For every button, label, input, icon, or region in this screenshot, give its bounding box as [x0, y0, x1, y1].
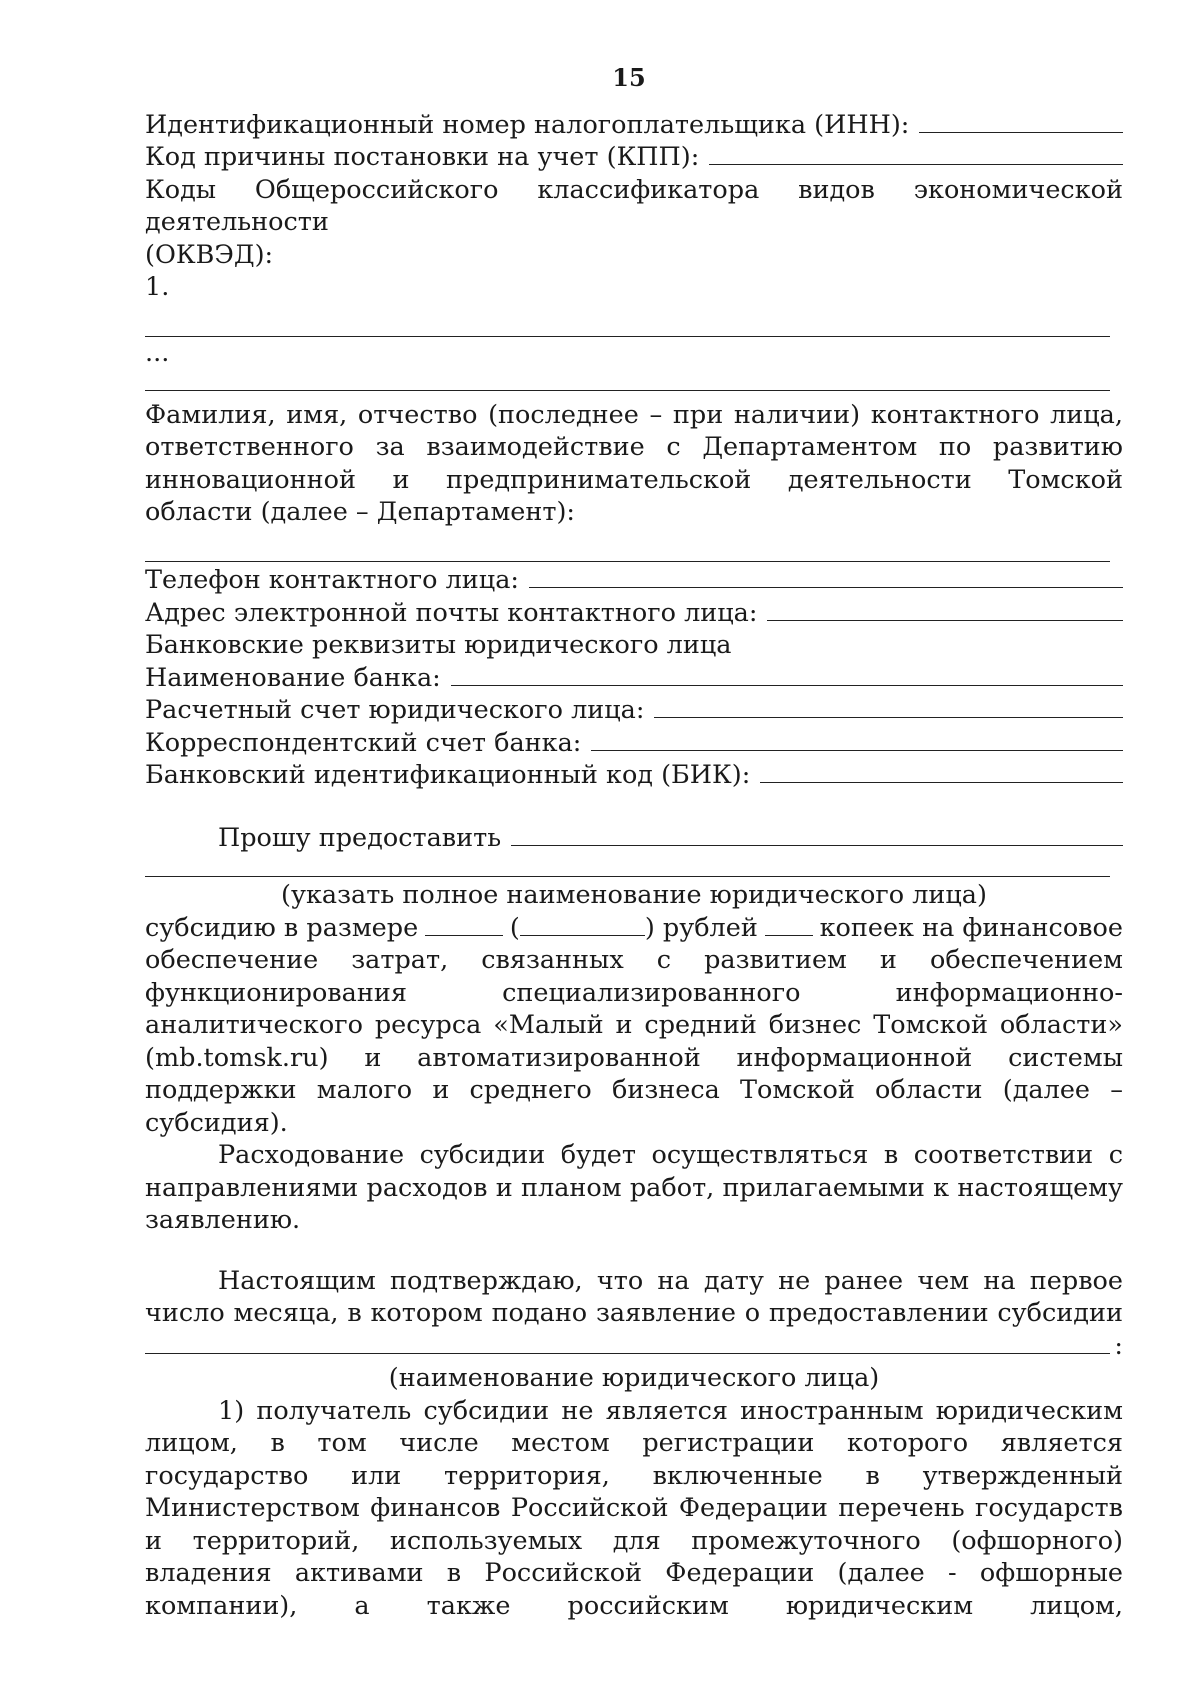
request-prompt: Прошу предоставить: [218, 822, 502, 853]
page-number: 15: [612, 63, 646, 92]
okved-item-number: 1.: [145, 272, 170, 302]
account-field: [145, 694, 1123, 727]
confirm-entity-field: [145, 1330, 1123, 1363]
confirm-hint: (наименование юридического лица): [388, 1363, 880, 1393]
bik-input-line[interactable]: [760, 760, 1123, 783]
request-input-line[interactable]: [511, 823, 1123, 846]
kpp-input-line[interactable]: [709, 142, 1123, 165]
request-input-line-2[interactable]: [145, 854, 1110, 877]
bank-name-label: Наименование банка:: [145, 662, 441, 693]
inn-label: Идентификационный номер налогоплательщика (ИНН):: [145, 109, 910, 140]
phone-input-line[interactable]: [529, 565, 1123, 588]
spacer: [145, 792, 1123, 822]
phone-field: [145, 564, 1123, 597]
subsidy-kopecks-input[interactable]: [765, 915, 813, 936]
confirm-item-1: 1) получатель субсидии не является иностранным юридическим лицом, в том числе местом регистрации которого является государство или территория, включенные в утвержденный Министерством финансов Российской Федерации перечень государств и территорий, используемых для промежуточного (офшорного) владения активами в Российской Федерации (далее - офшорные компании), а также российским юридическим лицом,: [145, 1395, 1123, 1621]
account-input-line[interactable]: [654, 695, 1123, 718]
email-input-line[interactable]: [767, 598, 1123, 621]
contact-person-label: Фамилия, имя, отчество (последнее – при наличии) контактного лица, ответственного за взаимодействие с Департаментом по развитию инновационной и предпринимательской деятельности Томской области (далее – Департамент):: [145, 399, 1123, 527]
bik-label: Банковский идентификационный код (БИК):: [145, 760, 751, 790]
okved-label: Коды Общероссийского классификатора видов экономической деятельности: [145, 174, 1123, 237]
corr-account-input-line[interactable]: [591, 728, 1123, 751]
okved-ellipsis: ...: [145, 338, 170, 368]
bank-name-input-line[interactable]: [451, 663, 1123, 686]
confirm-colon: :: [1114, 1330, 1123, 1361]
document-page: [145, 62, 1123, 1622]
request-field: [145, 822, 1123, 855]
inn-input-line[interactable]: [919, 110, 1123, 133]
subsidy-words-input[interactable]: [520, 915, 645, 936]
bank-details-heading: Банковские реквизиты юридического лица: [145, 630, 732, 660]
kpp-label: Код причины постановки на учет (КПП):: [145, 142, 700, 172]
spacer-2: [145, 1237, 1123, 1265]
subsidy-amount-line: [145, 912, 1123, 945]
contact-person-input-line[interactable]: [145, 529, 1110, 563]
subsidy-label: субсидию в размере: [145, 912, 419, 943]
subsidy-purpose: обеспечение затрат, связанных с развитием и обеспечением функционирования специализированного информационно-аналитического ресурса «Малый и средний бизнес Томской области» (mb.tomsk.ru) и автоматизированной информационной системы поддержки малого и среднего бизнеса Томской области (далее – субсидия).: [145, 945, 1123, 1138]
corr-account-field: [145, 727, 1123, 760]
inn-field: [145, 109, 1123, 142]
kpp-field: [145, 141, 1123, 174]
okved-input-line-1[interactable]: [145, 304, 1110, 338]
email-field: [145, 597, 1123, 630]
spending-paragraph: Расходование субсидии будет осуществляться в соответствии с направлениями расходов и планом работ, прилагаемыми к настоящему заявлению.: [145, 1140, 1123, 1235]
subsidy-rubles-label: ) рублей: [644, 912, 758, 943]
account-label: Расчетный счет юридического лица:: [145, 695, 645, 725]
confirm-entity-input-line[interactable]: [145, 1331, 1110, 1354]
okved-input-line-2[interactable]: [145, 370, 1110, 391]
email-label: Адрес электронной почты контактного лица:: [145, 597, 758, 628]
bank-name-field: [145, 662, 1123, 695]
corr-account-label: Корреспондентский счет банка:: [145, 727, 582, 758]
phone-label: Телефон контактного лица:: [145, 565, 519, 595]
request-hint: (указать полное наименование юридического лица): [281, 880, 987, 910]
subsidy-paren-open: (: [509, 912, 520, 943]
confirm-intro: Настоящим подтверждаю, что на дату не ранее чем на первое число месяца, в котором подано заявление о предоставлении субсидии: [145, 1265, 1123, 1328]
subsidy-amount-input[interactable]: [425, 915, 503, 936]
bik-field: [145, 759, 1123, 792]
subsidy-kopecks-label: копеек на финансовое: [819, 912, 1123, 943]
okved-label-cont: (ОКВЭД):: [145, 239, 274, 270]
